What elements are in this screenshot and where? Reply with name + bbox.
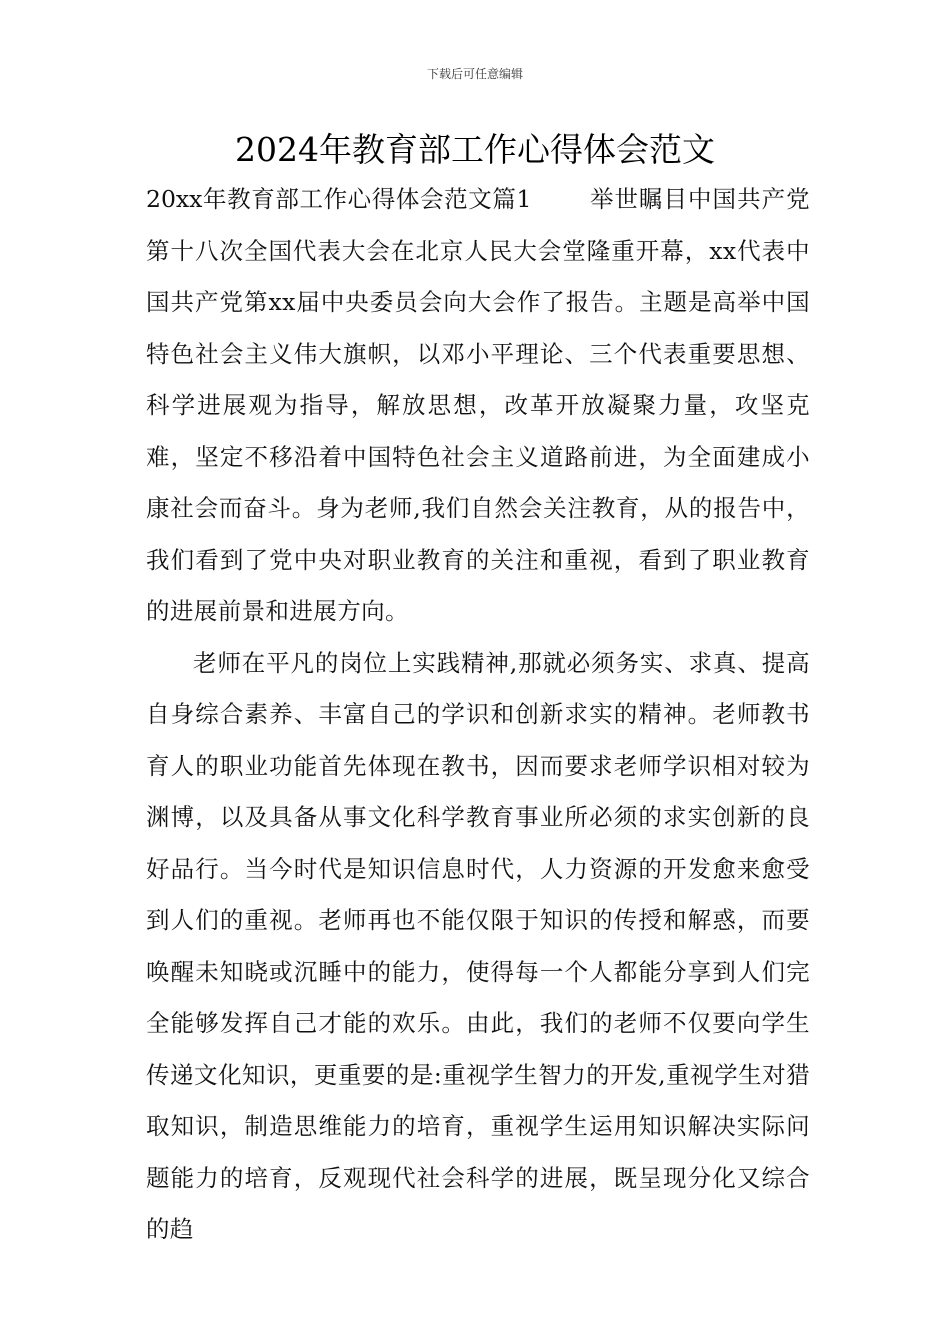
paragraph-1: [146, 174, 810, 638]
document-title: 2024年教育部工作心得体会范文: [235, 130, 715, 169]
paragraph-1-text: 举世瞩目中国共产党第十八次全国代表大会在北京人民大会堂隆重开幕，xx代表中国共产党第xx届中央委员会向大会作了报告。主题是高举中国特色社会主义伟大旗帜，以邓小平理论、三个代表重要思想、科学进展观为指导，解放思想，改革开放凝聚力量，攻坚克难，坚定不移沿着中国特色社会主义道路前进，为全面建成小康社会而奋斗。身为老师,我们自然会关注教育，从的报告中，我们看到了党中央对职业教育的关注和重视，看到了职业教育的进展前景和进展方向。: [146, 185, 810, 625]
document-body: [146, 174, 810, 1256]
section-heading: 20xx年教育部工作心得体会范文篇1: [146, 185, 532, 213]
paragraph-2: 老师在平凡的岗位上实践精神,那就必须务实、求真、提高自身综合素养、丰富自己的学识和创新求实的精神。老师教书育人的职业功能首先体现在教书，因而要求老师学识相对较为渊博，以及具备从事文化科学教育事业所必须的求实创新的良好品行。当今时代是知识信息时代，人力资源的开发愈来愈受到人们的重视。老师再也不能仅限于知识的传授和解惑，而要唤醒未知晓或沉睡中的能力，使得每一个人都能分享到人们完全能够发挥自己才能的欢乐。由此，我们的老师不仅要向学生传递文化知识，更重要的是:重视学生智力的开发,重视学生对猎取知识，制造思维能力的培育，重视学生运用知识解决实际问题能力的培育，反观现代社会科学的进展，既呈现分化又综合的趋: [146, 648, 810, 1243]
header-note: 下载后可任意编辑: [426, 67, 523, 81]
